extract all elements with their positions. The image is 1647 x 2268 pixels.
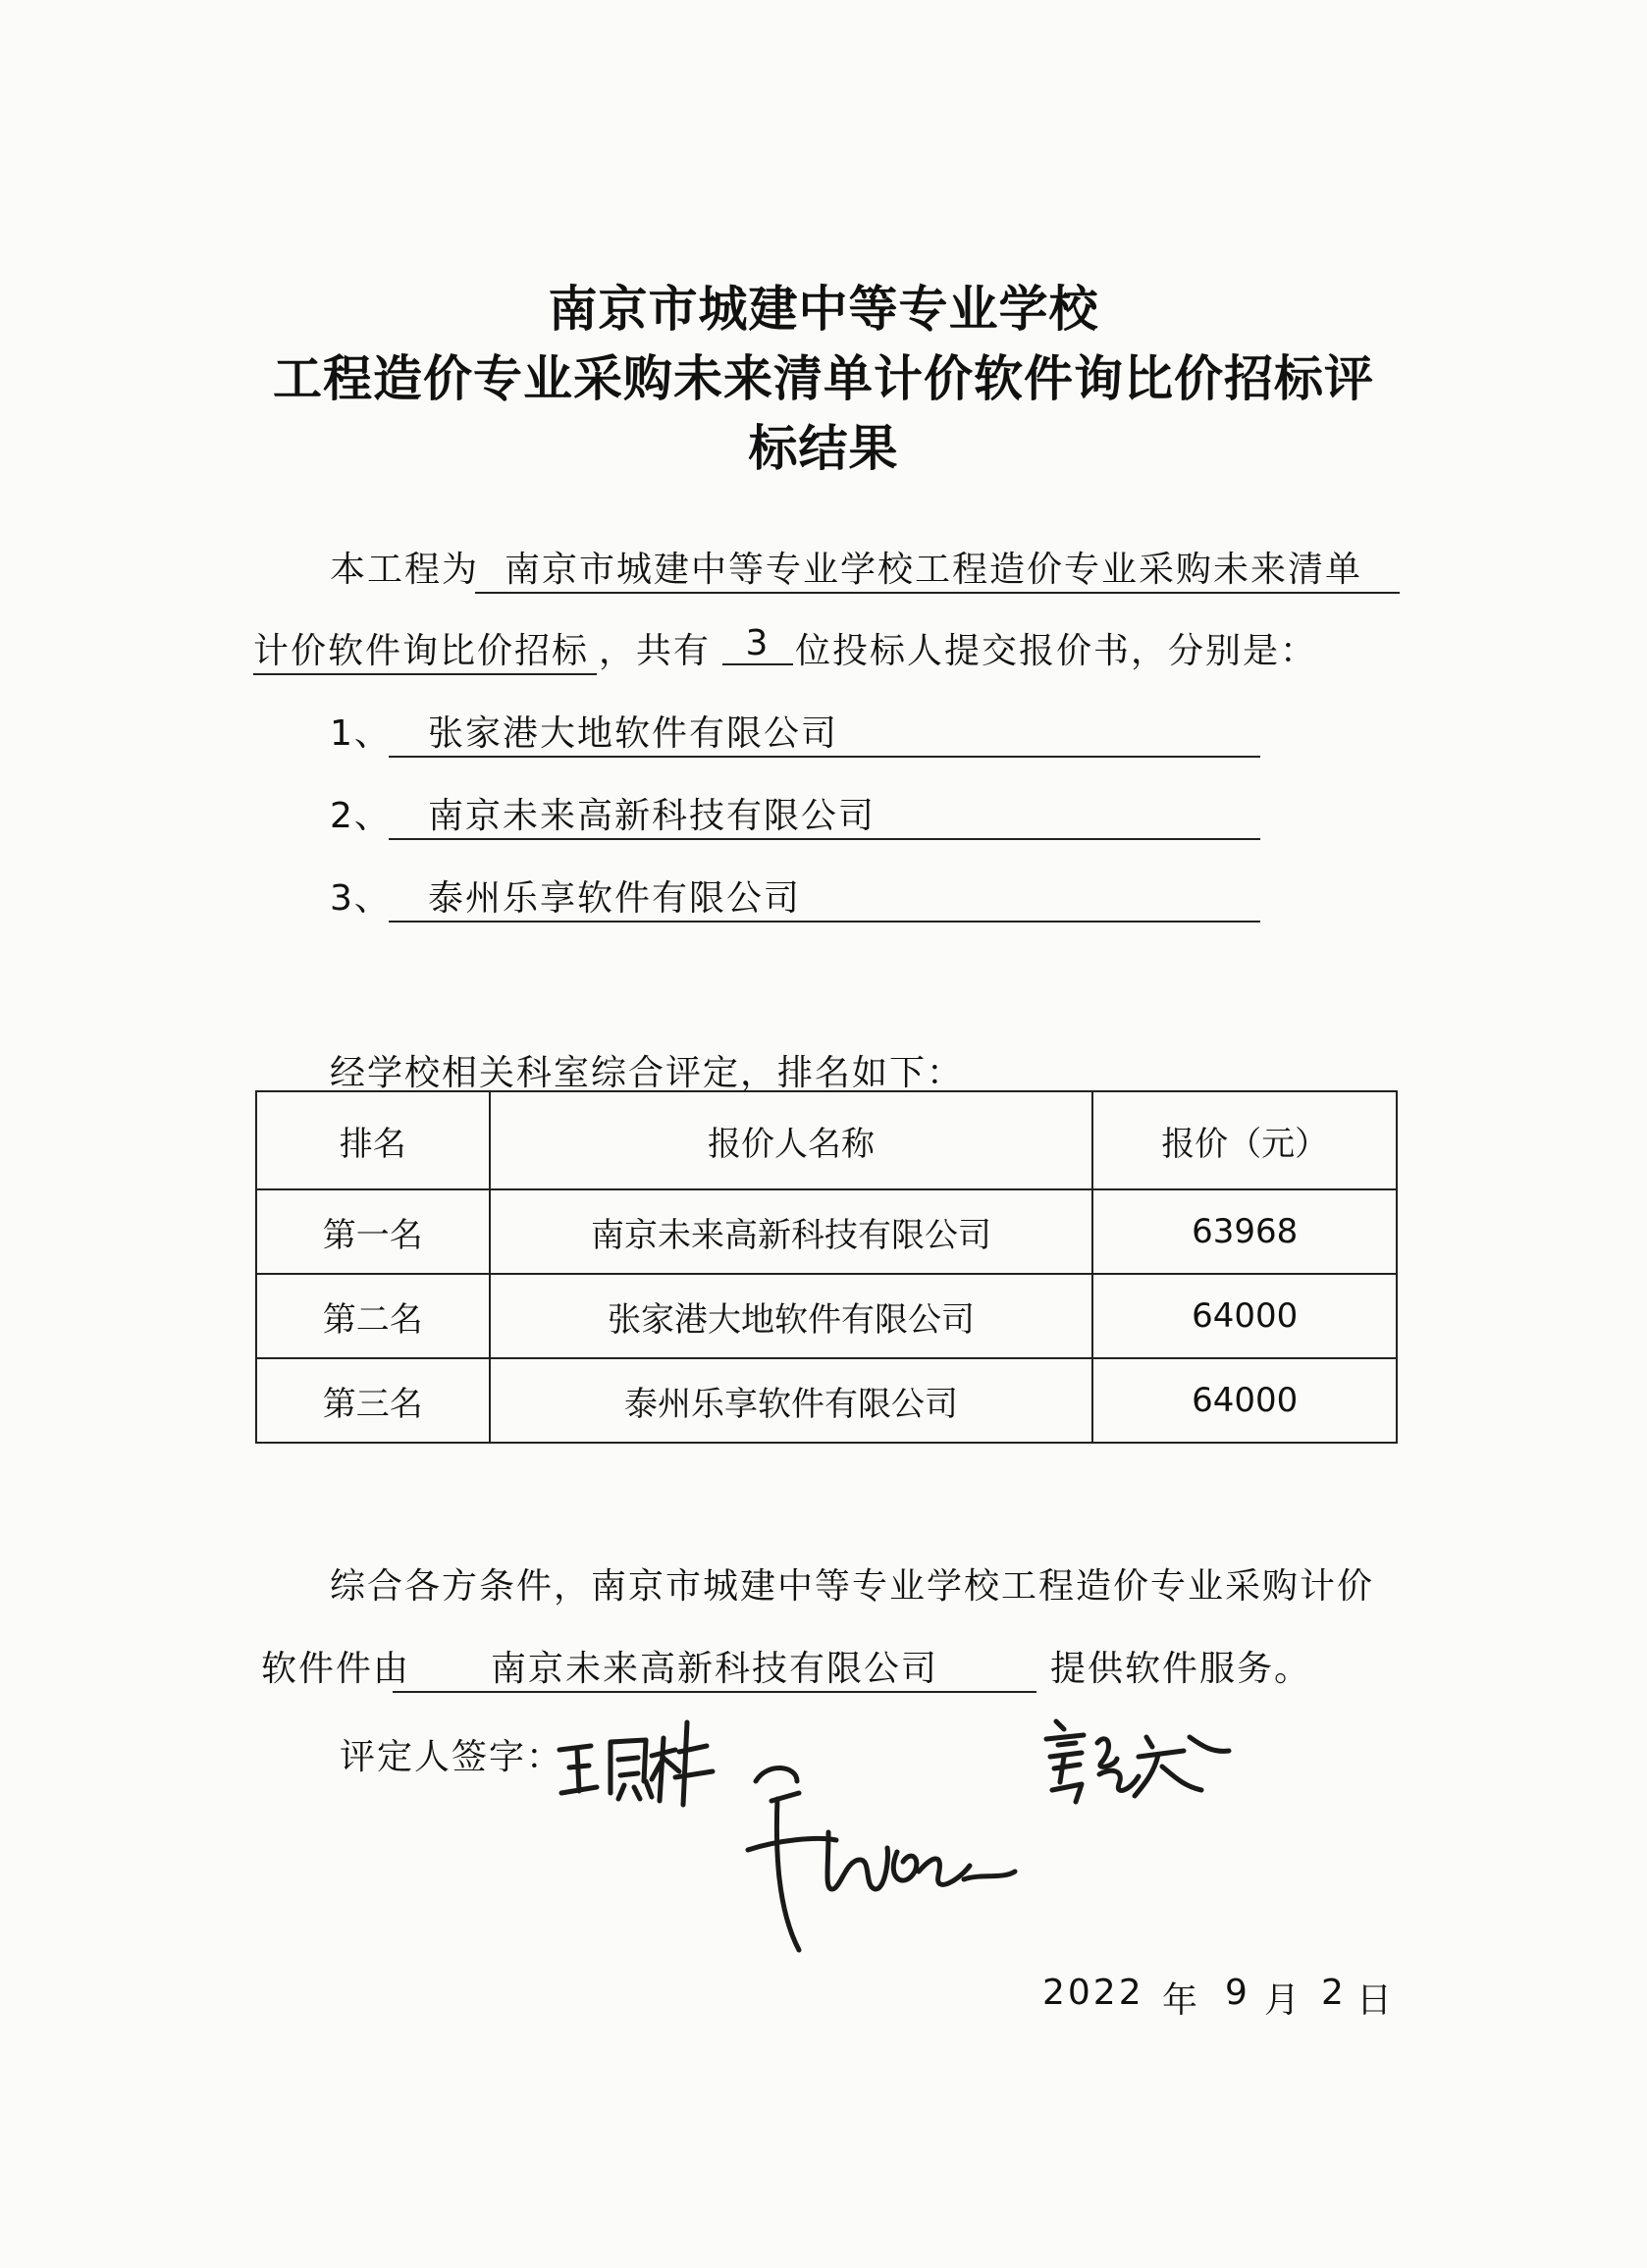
- count-suffix: 位投标人提交报价书，分别是：: [795, 631, 1318, 671]
- bidder-index: 2、: [330, 796, 392, 836]
- conclusion-suffix: 提供软件服务。: [1050, 1649, 1312, 1689]
- intro-prefix: 本工程为: [330, 550, 480, 590]
- date-year-unit: 年: [1162, 1980, 1201, 2021]
- date-month-unit: 月: [1264, 1980, 1303, 2021]
- project-name-part-1: 南京市城建中等专业学校工程造价专业采购未来清单: [475, 542, 1400, 594]
- table-row: [256, 1274, 1397, 1358]
- cell-price: 64000: [1092, 1358, 1397, 1443]
- cell-price: 63968: [1092, 1189, 1397, 1274]
- cell-bidder-name: 泰州乐享软件有限公司: [490, 1358, 1093, 1443]
- bidder-name: 泰州乐享软件有限公司: [389, 870, 1260, 923]
- signature-label: 评定人签字：: [340, 1737, 564, 1777]
- title-line-1: 南京市城建中等专业学校: [548, 281, 1099, 338]
- header-bidder-name: 报价人名称: [490, 1091, 1093, 1189]
- cell-bidder-name: 南京未来高新科技有限公司: [490, 1189, 1093, 1274]
- header-rank: 排名: [256, 1091, 490, 1189]
- signature-3: [1036, 1708, 1243, 1816]
- bidder-name: 南京未来高新科技有限公司: [389, 788, 1260, 840]
- bidder-name: 张家港大地软件有限公司: [389, 706, 1260, 758]
- date-year: 2022: [1042, 1973, 1144, 2013]
- count-prefix: ，共有: [599, 631, 712, 671]
- signature-1: [550, 1703, 726, 1811]
- signature-2: [738, 1742, 1033, 1968]
- bidder-index: 3、: [330, 878, 392, 919]
- cell-rank: 第三名: [256, 1358, 490, 1443]
- table-header-row: [256, 1091, 1397, 1189]
- bidder-index: 1、: [330, 713, 392, 754]
- date-day: 2: [1321, 1973, 1347, 2013]
- winning-bidder: 南京未来高新科技有限公司: [393, 1641, 1036, 1693]
- ranking-intro: 经学校相关科室综合评定，排名如下：: [330, 1053, 965, 1093]
- bidder-count: 3: [722, 623, 793, 665]
- date-day-unit: 日: [1356, 1980, 1396, 2021]
- cell-bidder-name: 张家港大地软件有限公司: [490, 1274, 1093, 1358]
- project-name-part-2: 计价软件询比价招标: [253, 623, 597, 675]
- date-month: 9: [1225, 1973, 1250, 2013]
- title-line-3: 标结果: [748, 420, 899, 477]
- cell-rank: 第一名: [256, 1189, 490, 1274]
- cell-rank: 第二名: [256, 1274, 490, 1358]
- conclusion-prefix: 软件件由: [261, 1649, 411, 1689]
- cell-price: 64000: [1092, 1274, 1397, 1358]
- conclusion-line-1: 综合各方条件，南京市城建中等专业学校工程造价专业采购计价: [330, 1566, 1375, 1607]
- header-price: 报价（元）: [1092, 1091, 1397, 1189]
- ranking-table: [255, 1090, 1398, 1444]
- table-row: [256, 1189, 1397, 1274]
- title-line-2: 工程造价专业采购未来清单计价软件询比价招标评: [273, 350, 1374, 407]
- table-row: [256, 1358, 1397, 1443]
